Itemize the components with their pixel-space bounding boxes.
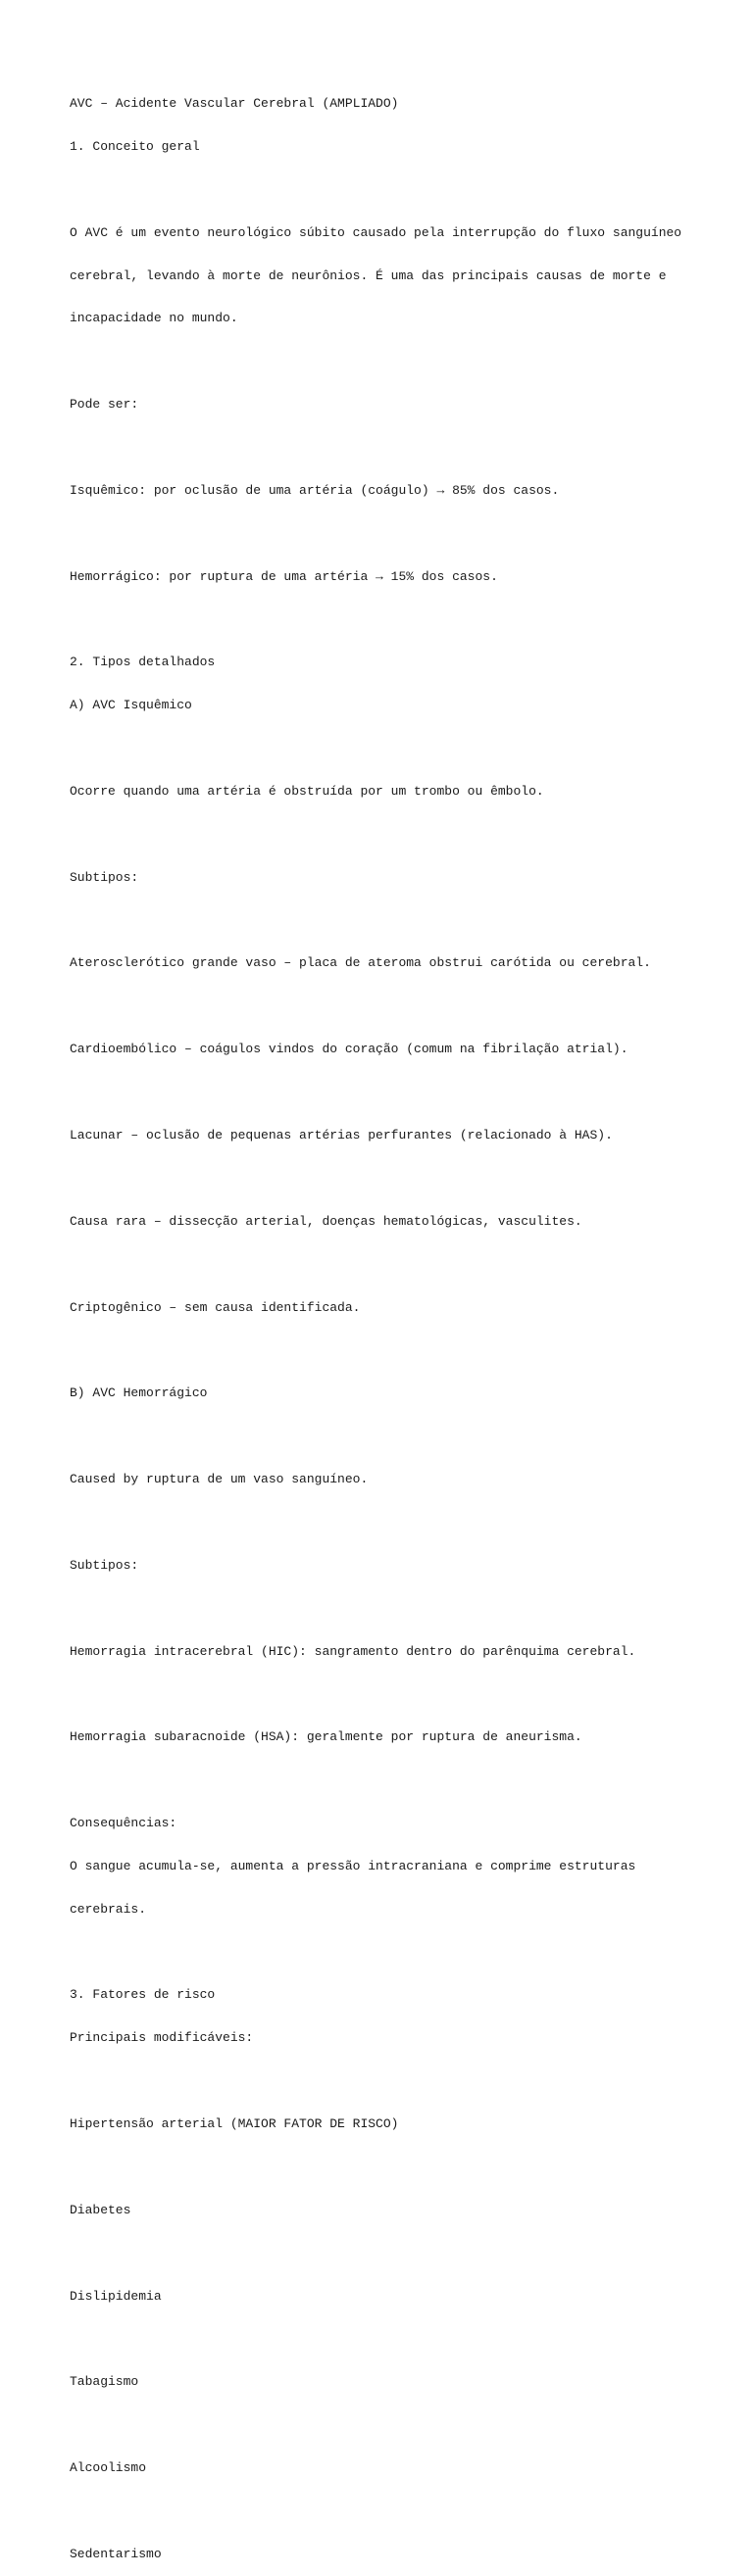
section-2b-consequences-line: cerebrais. [70, 1901, 147, 1917]
section-2b-description: Caused by ruptura de um vaso sanguíneo. [70, 1472, 369, 1487]
section-1-item: Isquêmico: por oclusão de uma artéria (coágulo) → 85% dos casos. [70, 482, 560, 498]
section-2a-subtypes-label: Subtipos: [70, 869, 139, 885]
section-3-heading: 3. Fatores de risco [70, 1987, 216, 2003]
section-2b-subtypes-label: Subtipos: [70, 1557, 139, 1573]
section-2a-subtype: Causa rara – dissecção arterial, doenças hematológicas, vasculites. [70, 1213, 582, 1229]
section-2a-heading: A) AVC Isquêmico [70, 698, 192, 713]
document-title: AVC – Acidente Vascular Cerebral (AMPLIADO) [70, 96, 399, 112]
section-3-item: Dislipidemia [70, 2288, 162, 2304]
section-2b-subtype: Hemorragia subaracnoide (HSA): geralmente por ruptura de aneurisma. [70, 1729, 582, 1745]
section-2a-subtype: Cardioembólico – coágulos vindos do coração (comum na fibrilação atrial). [70, 1042, 628, 1057]
section-1-paragraph-line: cerebral, levando à morte de neurônios. É uma das principais causas de morte e [70, 267, 667, 283]
document-page [70, 69, 697, 2576]
section-1-paragraph-line: O AVC é um evento neurológico súbito causado pela interrupção do fluxo sanguíneo [70, 224, 682, 240]
section-2b-subtype: Hemorragia intracerebral (HIC): sangramento dentro do parênquima cerebral. [70, 1643, 636, 1659]
section-1-paragraph-line: incapacidade no mundo. [70, 311, 238, 326]
section-2a-description: Ocorre quando uma artéria é obstruída por um trombo ou êmbolo. [70, 783, 544, 799]
section-3-item: Sedentarismo [70, 2546, 162, 2561]
section-3-item: Tabagismo [70, 2374, 139, 2390]
section-1-heading: 1. Conceito geral [70, 138, 200, 154]
section-2b-heading: B) AVC Hemorrágico [70, 1385, 208, 1401]
section-1-intro: Pode ser: [70, 397, 139, 413]
section-1-item: Hemorrágico: por ruptura de uma artéria → 15% dos casos. [70, 568, 498, 584]
section-2a-subtype: Aterosclerótico grande vaso – placa de ateroma obstrui carótida ou cerebral. [70, 955, 651, 971]
section-2b-consequences-line: O sangue acumula-se, aumenta a pressão intracraniana e comprime estruturas [70, 1858, 636, 1873]
section-2b-consequences-label: Consequências: [70, 1816, 177, 1831]
section-2a-subtype: Criptogênico – sem causa identificada. [70, 1299, 361, 1315]
section-2-heading: 2. Tipos detalhados [70, 655, 216, 670]
section-3-subheading: Principais modificáveis: [70, 2030, 254, 2046]
section-3-item: Diabetes [70, 2202, 131, 2217]
section-3-item: Hipertensão arterial (MAIOR FATOR DE RISCO) [70, 2115, 399, 2131]
section-3-item: Alcoolismo [70, 2460, 147, 2476]
section-2a-subtype: Lacunar – oclusão de pequenas artérias perfurantes (relacionado à HAS). [70, 1127, 613, 1142]
